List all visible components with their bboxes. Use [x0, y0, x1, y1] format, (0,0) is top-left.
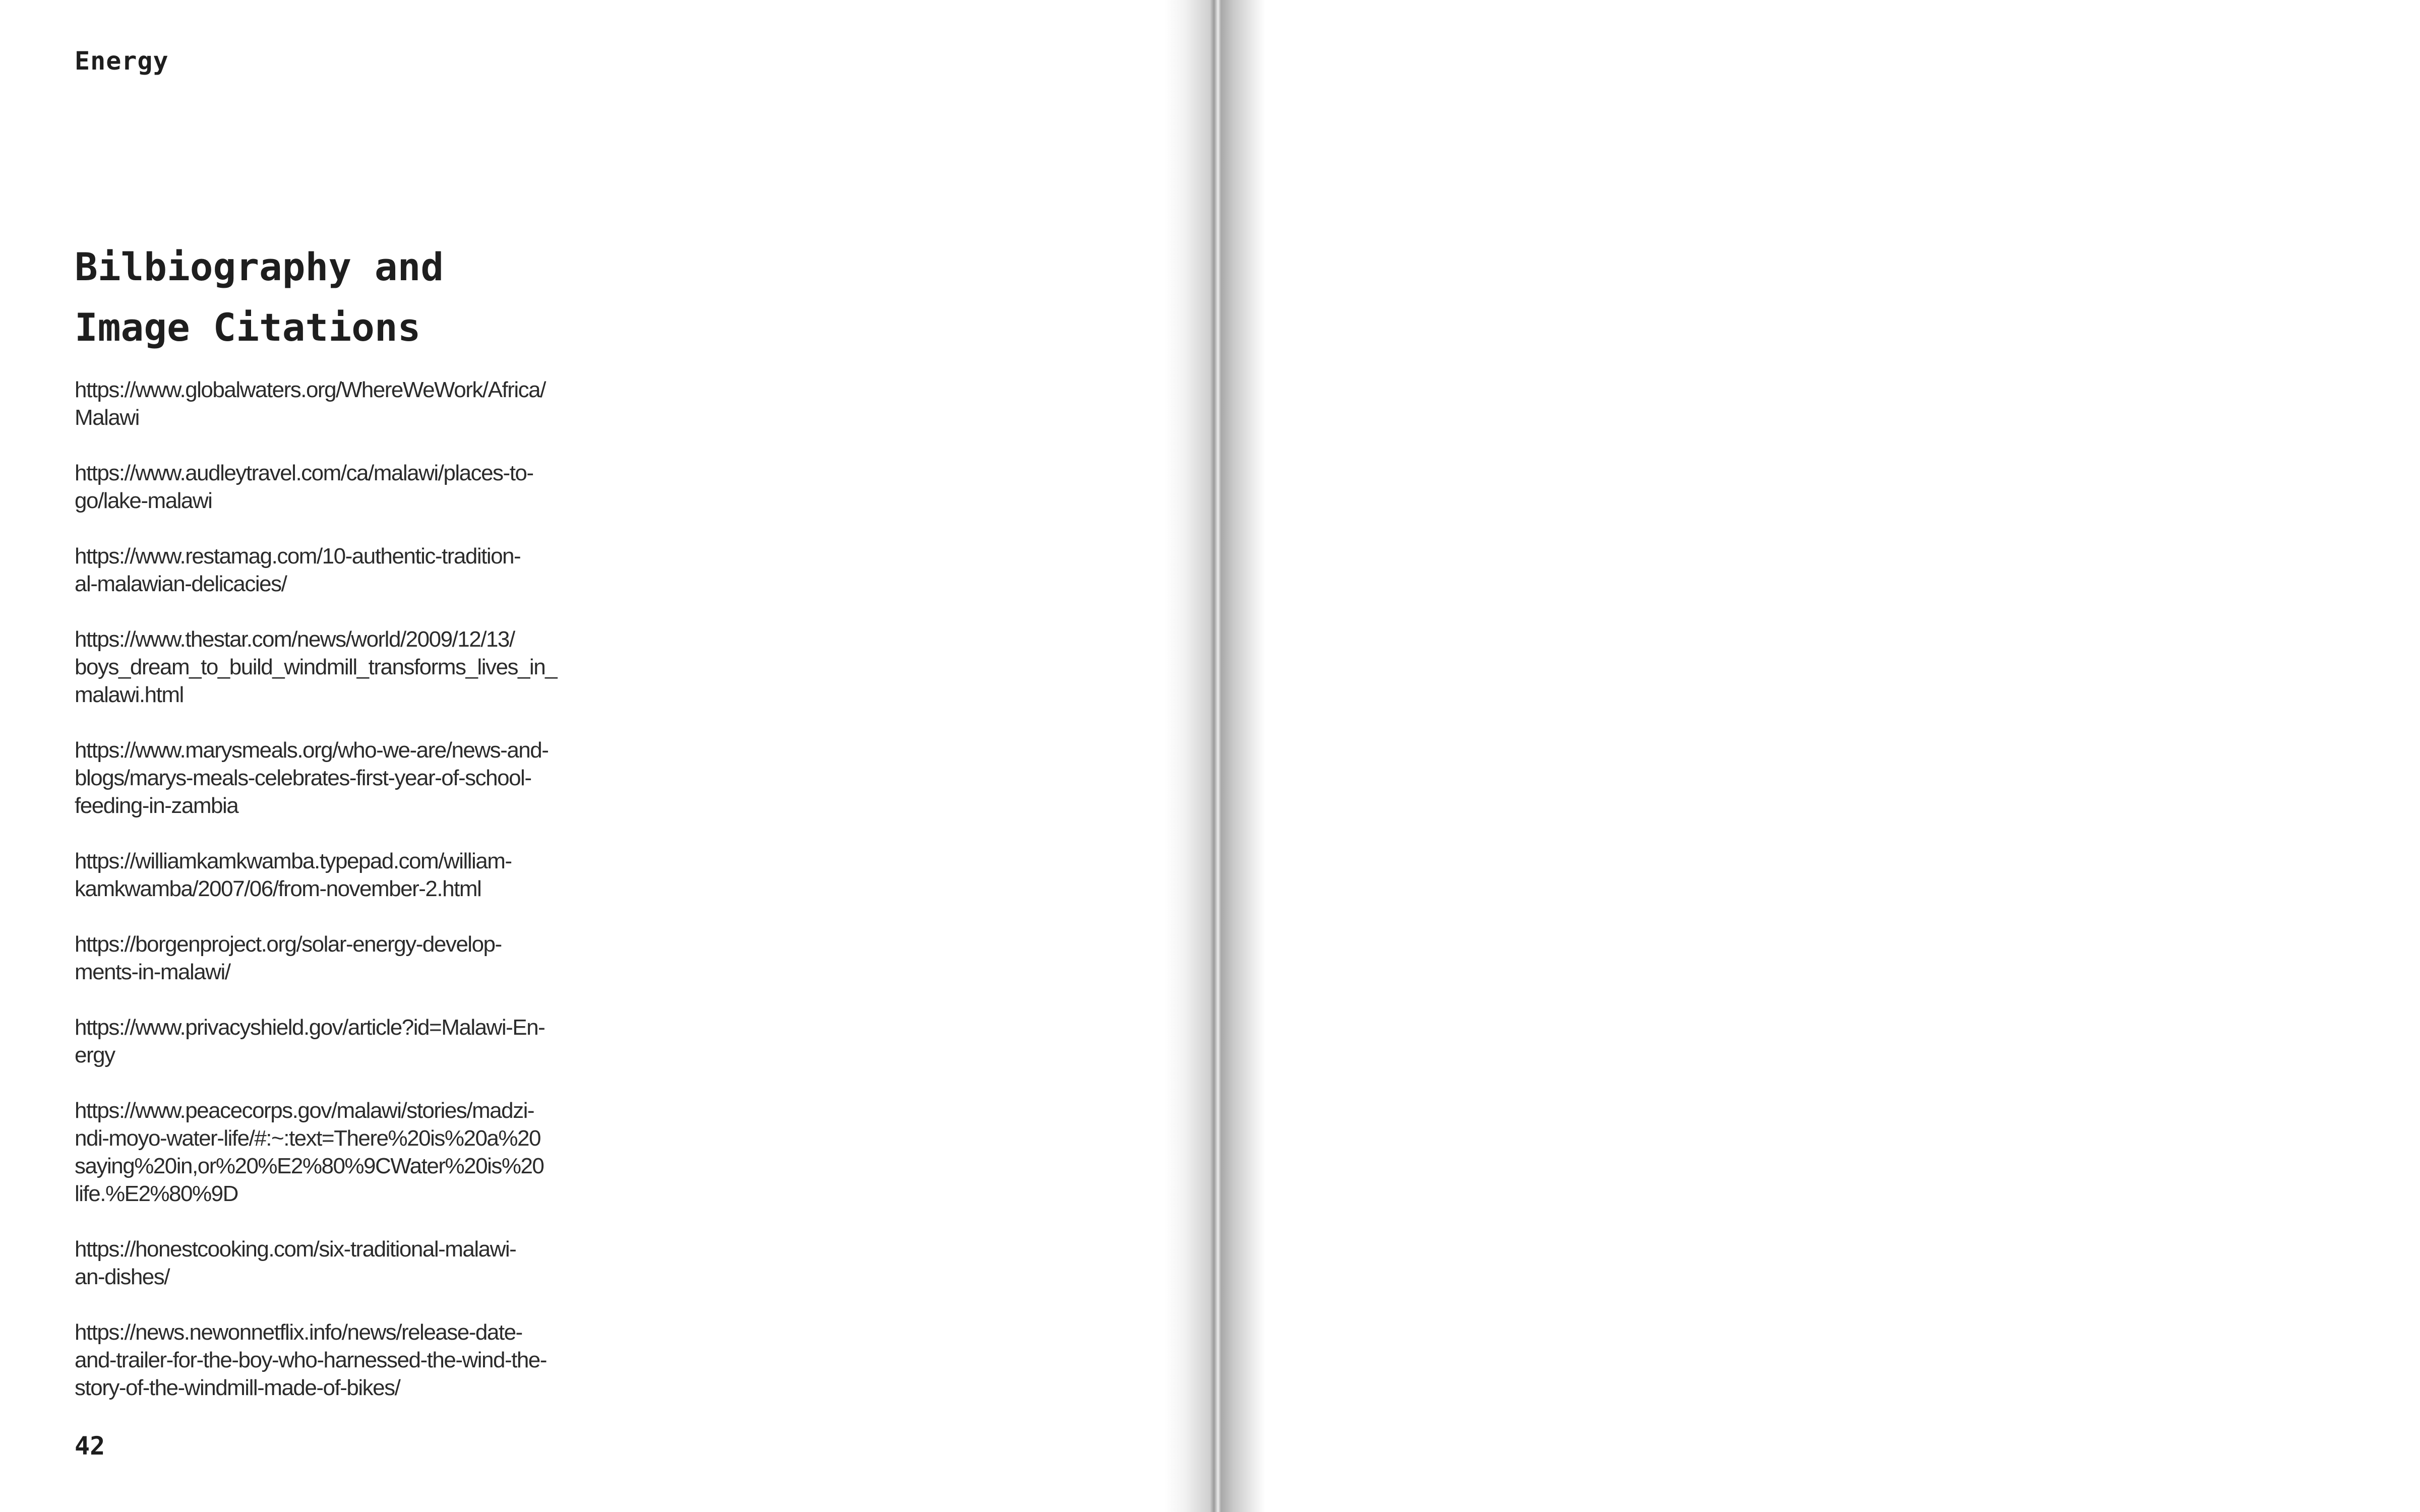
citation-line: ergy	[75, 1043, 115, 1067]
citation-link[interactable]	[75, 736, 609, 820]
citation-line: ndi-moyo-water-life/#:~:text=There%20is%20a%20	[75, 1126, 540, 1151]
citation-line: go/lake-malawi	[75, 488, 212, 513]
left-page	[0, 0, 1180, 1512]
page-number-left: 42	[75, 1431, 105, 1461]
citation-link[interactable]	[75, 1014, 609, 1069]
section-title	[75, 237, 444, 358]
citation-line: kamkwamba/2007/06/from-november-2.html	[75, 876, 481, 901]
citation-line: malawi.html	[75, 682, 184, 707]
citation-line: https://borgenproject.org/solar-energy-develop-	[75, 932, 502, 957]
citation-line: al-malawian-delicacies/	[75, 572, 287, 596]
citation-line: https://www.audleytravel.com/ca/malawi/places-to-	[75, 461, 533, 485]
citation-link[interactable]	[75, 1097, 609, 1208]
citation-line: Malawi	[75, 405, 139, 430]
citation-line: https://honestcooking.com/six-traditional-malawi-	[75, 1237, 516, 1262]
citation-line: life.%E2%80%9D	[75, 1181, 238, 1206]
running-head: Energy	[75, 46, 169, 76]
left-citation-list	[75, 376, 609, 1429]
citation-line: boys_dream_to_build_windmill_transforms_lives_in_	[75, 655, 557, 679]
citation-link[interactable]	[75, 542, 609, 598]
citation-line: https://www.thestar.com/news/world/2009/12/13/	[75, 627, 515, 652]
right-page	[1250, 0, 2420, 1512]
citation-line: https://www.peacecorps.gov/malawi/stories/madzi-	[75, 1098, 534, 1123]
citation-link[interactable]	[75, 1235, 609, 1291]
citation-line: an-dishes/	[75, 1265, 170, 1289]
citation-link[interactable]	[75, 459, 609, 515]
citation-link[interactable]	[75, 930, 609, 986]
citation-line: and-trailer-for-the-boy-who-harnessed-the-wind-the-	[75, 1348, 547, 1372]
citation-line: https://www.marysmeals.org/who-we-are/news-and-	[75, 738, 549, 763]
citation-link[interactable]	[75, 1318, 609, 1402]
citation-link[interactable]	[75, 847, 609, 903]
citation-line: saying%20in,or%20%E2%80%9CWater%20is%20	[75, 1154, 544, 1178]
citation-line: blogs/marys-meals-celebrates-first-year-of-school-	[75, 766, 531, 790]
citation-line: https://williamkamkwamba.typepad.com/william-	[75, 849, 512, 873]
citation-link[interactable]	[75, 376, 609, 431]
section-title-line: Image Citations	[75, 305, 421, 350]
section-title-line: Bilbiography and	[75, 244, 444, 289]
citation-line: story-of-the-windmill-made-of-bikes/	[75, 1375, 400, 1400]
citation-line: https://news.newonnetflix.info/news/release-date-	[75, 1320, 522, 1345]
citation-line: https://www.privacyshield.gov/article?id=Malawi-En-	[75, 1015, 545, 1040]
citation-line: https://www.globalwaters.org/WhereWeWork/Africa/	[75, 377, 546, 402]
citation-line: https://www.restamag.com/10-authentic-tradition-	[75, 544, 521, 569]
citation-link[interactable]	[75, 625, 609, 709]
citation-line: ments-in-malawi/	[75, 960, 230, 984]
citation-line: feeding-in-zambia	[75, 793, 238, 818]
